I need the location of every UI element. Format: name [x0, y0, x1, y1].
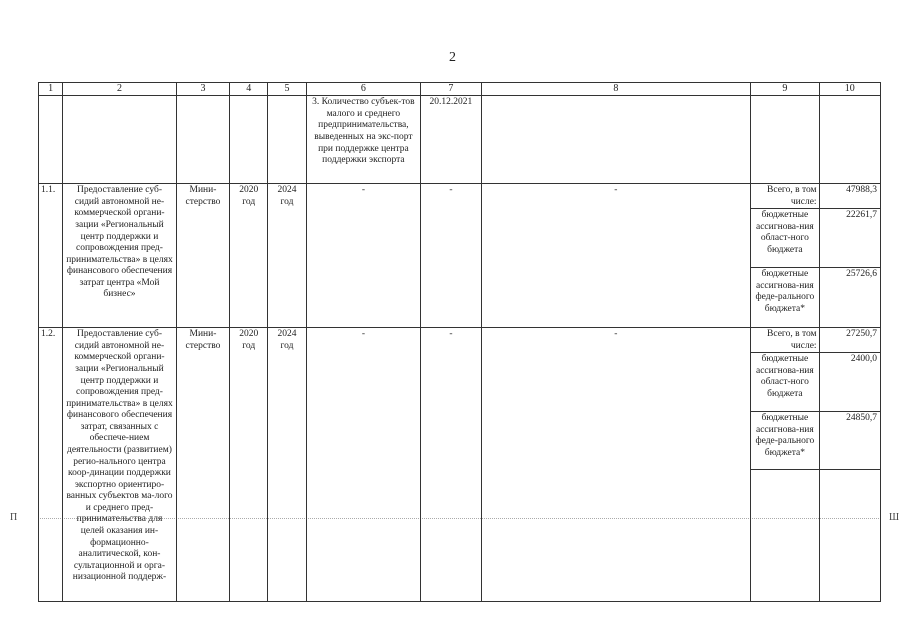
- executor: Мини-стерство: [176, 184, 229, 328]
- federal-budget-value: 24850,7: [820, 411, 880, 470]
- header-col-8: 8: [481, 83, 751, 96]
- header-row: [39, 83, 881, 96]
- col8-value: -: [481, 328, 751, 602]
- header-col-4: 4: [230, 83, 268, 96]
- total-label: Всего, в том числе:: [767, 329, 817, 351]
- margin-mark-right: Ш: [889, 512, 900, 523]
- table-row: [39, 328, 881, 602]
- header-col-3: 3: [176, 83, 229, 96]
- header-col-7: 7: [421, 83, 481, 96]
- regional-budget-value: 2400,0: [820, 352, 880, 411]
- start-year: 2020 год: [230, 328, 268, 602]
- regional-budget-label: бюджетные ассигнова-ния област-ного бюджета: [751, 208, 818, 267]
- measure-name: Предоставление суб-сидий автономной не-коммерческой органи-зации «Региональный центр поддержки и сопровождения пред-принимательства» в целях финансового обеспечения затрат центра «Мой бизнес»: [63, 184, 177, 328]
- end-year: 2024 год: [268, 328, 306, 602]
- header-col-2: 2: [63, 83, 177, 96]
- executor: Мини-стерство: [176, 328, 229, 602]
- program-table: [38, 82, 881, 602]
- col7-value: -: [421, 184, 481, 328]
- page-number: 2: [449, 50, 456, 65]
- header-col-6: 6: [306, 83, 421, 96]
- end-year: 2024 год: [268, 184, 306, 328]
- header-col-5: 5: [268, 83, 306, 96]
- measure-name: Предоставление суб-сидий автономной не-коммерческой органи-зации «Региональный центр поддержки и сопровождения пред-принимательства» в целях финансового обеспечения затрат, связанных с обеспече-нием деятельности (развитием) регио-нального центра коор-динации поддержки экспортно ориентиро-ванных субъектов ма-лого и среднего пред-принимательства для целей оказания ин-формационно-аналитической, кон-сультационной и орга-низационной поддерж-: [63, 328, 177, 602]
- federal-budget-label: бюджетные ассигнова-ния феде-рального бюджета*: [751, 267, 818, 316]
- federal-budget-value: 25726,6: [820, 267, 880, 282]
- row-number: 1.2.: [39, 328, 63, 602]
- start-year: 2020 год: [230, 184, 268, 328]
- header-col-1: 1: [39, 83, 63, 96]
- col6-value: -: [306, 328, 421, 602]
- total-label: Всего, в том числе:: [767, 185, 817, 207]
- header-col-10: 10: [819, 83, 880, 96]
- indicator-date: 20.12.2021: [421, 96, 481, 184]
- col7-value: -: [421, 328, 481, 602]
- table-row: [39, 184, 881, 328]
- indicator-cell: 3. Количество субъек-тов малого и среднего предпринимательства, выведенных на экс-порт при поддержке центра поддержки экспорта: [306, 96, 421, 184]
- regional-budget-value: 22261,7: [820, 208, 880, 267]
- total-value: 27250,7: [846, 329, 877, 340]
- col8-value: -: [481, 184, 751, 328]
- col6-value: -: [306, 184, 421, 328]
- table-row: [39, 96, 881, 184]
- total-value: 47988,3: [846, 185, 877, 196]
- margin-mark-left: П: [10, 512, 18, 523]
- header-col-9: 9: [751, 83, 819, 96]
- regional-budget-label: бюджетные ассигнова-ния област-ного бюджета: [751, 352, 818, 411]
- row-number: 1.1.: [39, 184, 63, 328]
- federal-budget-label: бюджетные ассигнова-ния феде-рального бюджета*: [751, 411, 818, 470]
